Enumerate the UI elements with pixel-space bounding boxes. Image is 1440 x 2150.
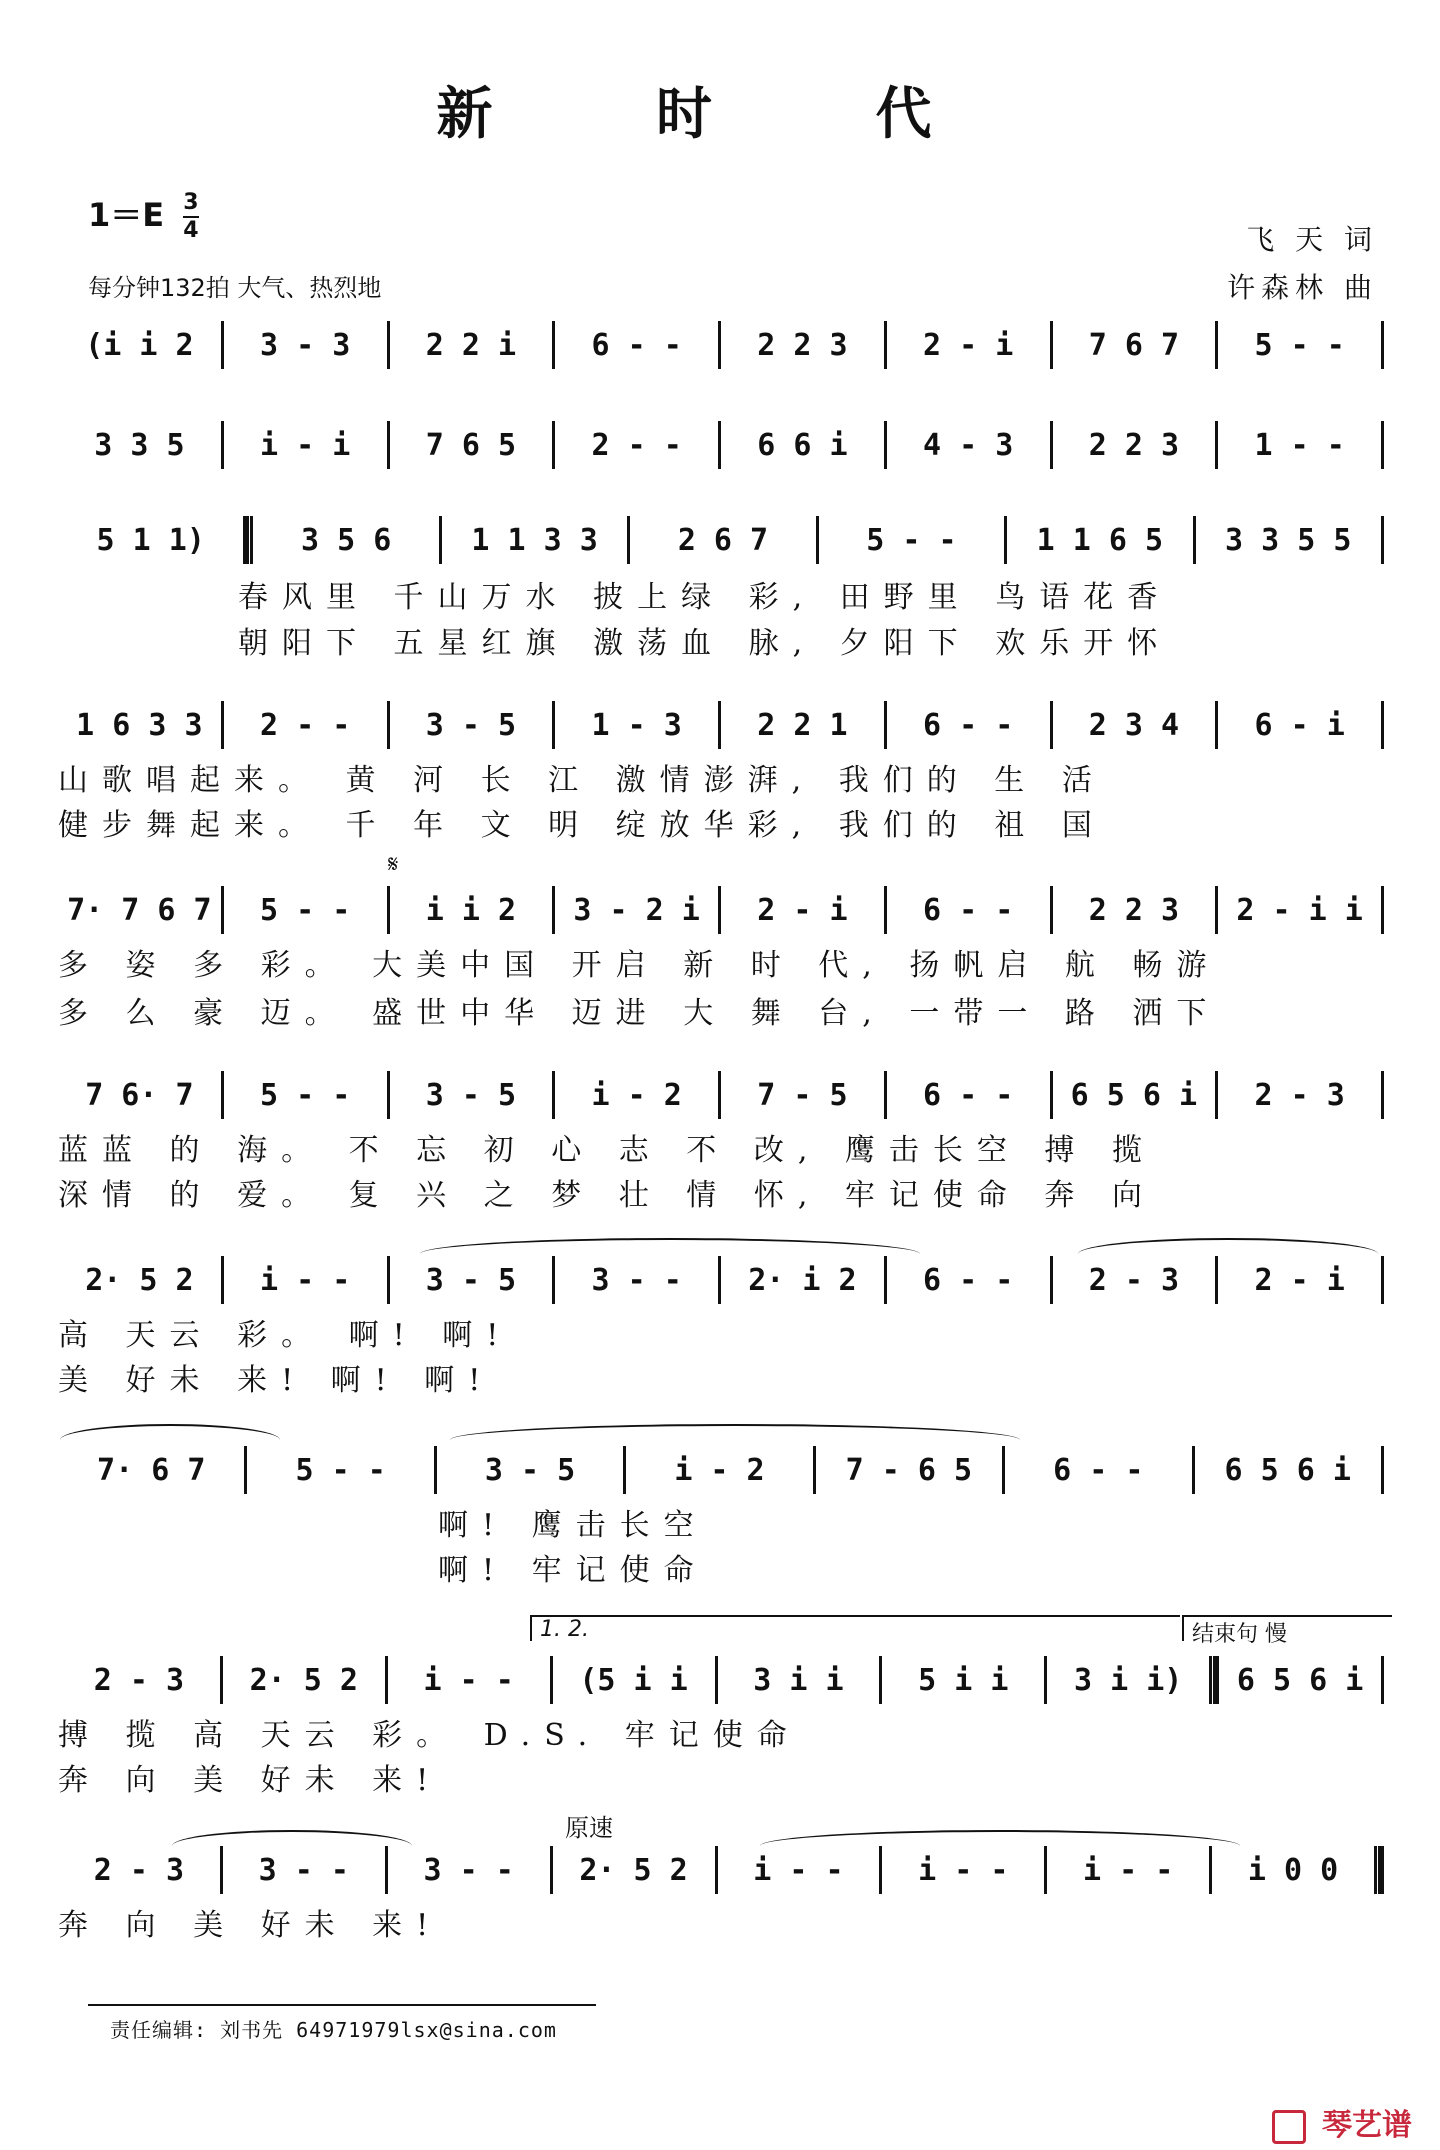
lyric-line-2: 奔 向 美 好未 来! — [58, 1763, 443, 1798]
lyric-line-1: 春风里 千山万水 披上绿 彩, 田野里 鸟语花香 — [238, 580, 1172, 615]
measure: 1 6 3 3 — [76, 707, 203, 743]
measure: 2 - 3 — [1088, 1262, 1180, 1298]
measure: 2 2 3 — [757, 327, 848, 363]
measure: 2· 5 2 — [249, 1662, 358, 1698]
measure: 2 2 1 — [757, 707, 848, 743]
editor-credit: 责任编辑: 刘书先 64971979lsx@sina.com — [110, 2018, 557, 2042]
lyric-line-1: 多 姿 多 彩。 大美中国 开启 新 时 代, 扬帆启 航 畅游 — [58, 948, 1221, 983]
lyricist-credit: 飞 天 词 — [1246, 223, 1378, 256]
measure: 6 5 6 i — [1224, 1452, 1351, 1488]
slur — [60, 1424, 280, 1440]
measure: (i i 2 — [85, 327, 194, 363]
measure: 6 - i — [1254, 707, 1345, 743]
slur — [760, 1830, 1240, 1846]
measure: 2 3 4 — [1088, 707, 1180, 743]
measure: 2 2 i — [425, 327, 517, 363]
measure: 7 6· 7 — [85, 1077, 194, 1113]
composer-credit: 许森林 曲 — [1227, 271, 1378, 304]
lyric-line-2: 多 么 豪 迈。 盛世中华 迈进 大 舞 台, 一带一 路 洒下 — [58, 996, 1221, 1031]
volta-bracket — [530, 1615, 1180, 1641]
slur — [420, 1238, 920, 1254]
measure: 6 - - — [1053, 1452, 1144, 1488]
measure: i - - — [753, 1852, 844, 1888]
measure: 6 5 6 i — [1236, 1662, 1364, 1698]
measure: 3 5 6 — [300, 522, 392, 558]
slur — [450, 1424, 1020, 1440]
logo-icon — [1272, 2110, 1306, 2144]
measure: 6 - - — [922, 892, 1014, 928]
measure: 3 - 2 i — [573, 892, 700, 928]
segno-mark: 𝄋 — [388, 850, 399, 878]
measure: 6 - - — [922, 1077, 1014, 1113]
measure: 6 6 i — [757, 427, 848, 463]
measure: 6 5 6 i — [1070, 1077, 1198, 1113]
lyric-line-1: 搏 揽 高 天云 彩。 D.S. 牢记使命 — [58, 1718, 801, 1753]
time-signature — [183, 190, 198, 244]
measure: 3 - - — [258, 1852, 349, 1888]
measure: 5 1 1) — [96, 522, 205, 558]
measure: 7 - 6 5 — [845, 1452, 973, 1488]
watermark-logo — [1272, 2100, 1412, 2144]
key-label: 1＝E — [88, 196, 165, 234]
time-top: 3 — [183, 190, 199, 215]
footer-divider — [88, 2004, 596, 2006]
measure: 3 i i) — [1074, 1662, 1183, 1698]
measure: 2 2 3 — [1088, 892, 1180, 928]
measure: 2 - - — [259, 707, 351, 743]
a-tempo-mark: 原速 — [565, 1814, 613, 1842]
measure: 5 - - — [866, 522, 957, 558]
measure: 1 1 6 5 — [1036, 522, 1164, 558]
measure: 2· 5 2 — [579, 1852, 688, 1888]
measure: i i 2 — [425, 892, 517, 928]
measure: 2 2 3 — [1088, 427, 1180, 463]
measure: 2· i 2 — [748, 1262, 857, 1298]
lyric-line-1: 山歌唱起来。 黄 河 长 江 激情澎湃, 我们的 生 活 — [58, 763, 1106, 798]
measure: 3 - - — [591, 1262, 682, 1298]
measure: 3 3 5 5 — [1225, 522, 1352, 558]
lyric-line-2: 美 好未 来! 啊! 啊! — [58, 1363, 495, 1398]
watermark-text: 琴艺谱 — [1322, 2108, 1412, 2143]
measure: 7· 7 6 7 — [67, 892, 212, 928]
slur — [1078, 1238, 1378, 1254]
measure: 3 - 5 — [425, 1077, 517, 1113]
measure: 3 - 5 — [425, 707, 517, 743]
measure: 5 - - — [1254, 327, 1345, 363]
measure: 7 - 5 — [757, 1077, 848, 1113]
measure: 2 - i i — [1236, 892, 1363, 928]
measure: 2 - i — [1254, 1262, 1345, 1298]
measure: 7 6 5 — [425, 427, 517, 463]
key-signature — [88, 190, 199, 244]
measure: 2 - - — [591, 427, 682, 463]
measure: 2 - 3 — [1254, 1077, 1345, 1113]
measure: 6 - - — [591, 327, 682, 363]
measure: 3 i i — [753, 1662, 844, 1698]
lyric-line-2: 健步舞起来。 千 年 文 明 绽放华彩, 我们的 祖 国 — [58, 808, 1106, 843]
lyric-line-1: 奔 向 美 好未 来! — [58, 1908, 443, 1943]
lyric-line-2: 深情 的 爱。 复 兴 之 梦 壮 情 怀, 牢记使命 奔 向 — [58, 1178, 1156, 1213]
notation-row-2 — [58, 420, 1384, 490]
measure: 7 6 7 — [1088, 327, 1180, 363]
measure: 2 - 3 — [93, 1852, 185, 1888]
measure: 5 i i — [918, 1662, 1009, 1698]
measure: 3 - 5 — [425, 1262, 517, 1298]
notation-row-1 — [58, 320, 1384, 390]
lyric-line-2: 啊! 牢记使命 — [438, 1553, 708, 1588]
measure: i - i — [259, 427, 351, 463]
measure: (5 i i — [579, 1662, 688, 1698]
measure: 2 6 7 — [677, 522, 769, 558]
measure: 2 - 3 — [93, 1662, 185, 1698]
measure: 1 - 3 — [591, 707, 682, 743]
measure: 4 - 3 — [922, 427, 1014, 463]
ending-bracket — [1182, 1615, 1392, 1647]
lyric-line-1: 啊! 鹰击长空 — [438, 1508, 708, 1543]
measure: 1 1 3 3 — [471, 522, 598, 558]
measure: 1 - - — [1254, 427, 1345, 463]
measure: 3 3 5 — [94, 427, 185, 463]
measure: 5 - - — [295, 1452, 386, 1488]
slur — [172, 1830, 412, 1846]
measure: i - - — [259, 1262, 351, 1298]
measure: i - 2 — [591, 1077, 682, 1113]
measure: 5 - - — [259, 892, 351, 928]
measure: 6 - - — [922, 707, 1014, 743]
measure: 7· 6 7 — [97, 1452, 206, 1488]
measure: 6 - - — [922, 1262, 1014, 1298]
tempo-marking: 每分钟132拍 大气、热烈地 — [88, 274, 382, 302]
lyric-line-1: 蓝蓝 的 海。 不 忘 初 心 志 不 改, 鹰击长空 搏 揽 — [58, 1133, 1156, 1168]
lyric-line-2: 朝阳下 五星红旗 激荡血 脉, 夕阳下 欢乐开怀 — [238, 626, 1172, 661]
measure: i - - — [1083, 1852, 1174, 1888]
ending-label: 结束句 慢 — [1192, 1622, 1287, 1647]
measure: 2· 5 2 — [85, 1262, 194, 1298]
volta-label: 1. 2. — [540, 1617, 589, 1642]
measure: i - - — [423, 1662, 514, 1698]
song-title: 新 时 代 — [436, 81, 1004, 147]
measure: i - - — [918, 1852, 1009, 1888]
measure: 3 - - — [423, 1852, 514, 1888]
measure: 3 - 5 — [484, 1452, 576, 1488]
measure: i 0 0 — [1247, 1852, 1339, 1888]
measure: 5 - - — [259, 1077, 351, 1113]
lyric-line-1: 高 天云 彩。 啊! 啊! — [58, 1318, 513, 1353]
measure: 2 - i — [922, 327, 1014, 363]
time-bottom: 4 — [183, 218, 199, 243]
measure: 2 - i — [757, 892, 848, 928]
measure: i - 2 — [674, 1452, 765, 1488]
measure: 3 - 3 — [259, 327, 351, 363]
